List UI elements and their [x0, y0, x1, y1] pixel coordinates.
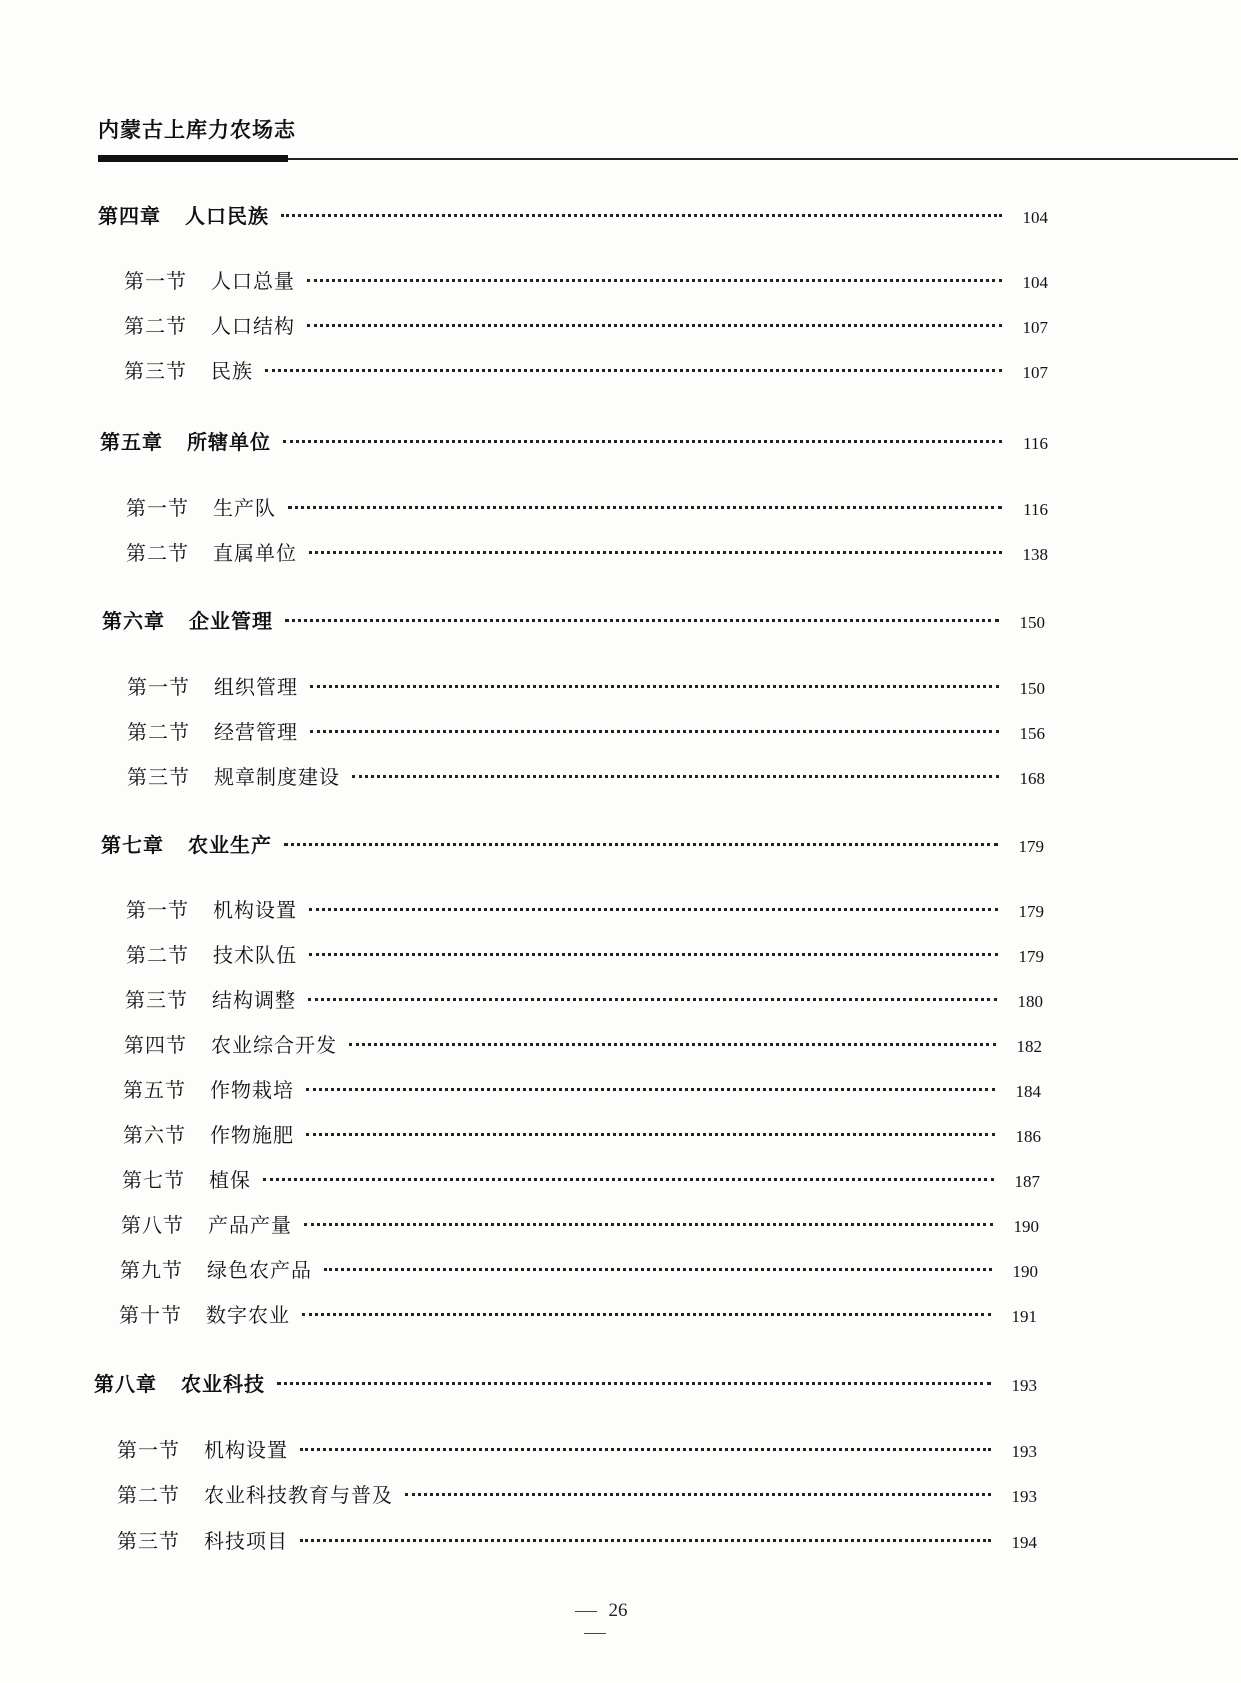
section-title: 经营管理 — [214, 720, 298, 744]
section-title: 技术队伍 — [213, 943, 297, 967]
page-number: 191 — [1011, 1307, 1037, 1326]
chapter-number: 第五章 — [100, 430, 163, 454]
dot-leader — [310, 685, 999, 688]
dot-leader — [306, 1133, 995, 1136]
page-footer — [540, 1600, 650, 1644]
toc-section-row[interactable] — [124, 1029, 1042, 1058]
toc-chapter-row[interactable] — [102, 605, 1045, 634]
dot-leader — [309, 551, 1002, 554]
toc-section-row[interactable] — [120, 1254, 1038, 1283]
toc-chapter-row[interactable] — [101, 829, 1044, 858]
toc-section-row[interactable] — [121, 1209, 1039, 1238]
section-number: 第三节 — [125, 988, 188, 1012]
toc-section-row[interactable] — [127, 716, 1045, 745]
dot-leader — [277, 1382, 991, 1385]
dot-leader — [288, 506, 1002, 509]
page-number: 190 — [1013, 1217, 1039, 1236]
dot-leader — [309, 953, 998, 956]
toc-section-row[interactable] — [124, 310, 1048, 339]
section-number: 第六节 — [123, 1123, 186, 1147]
section-number: 第十节 — [119, 1303, 182, 1327]
footer-dash-right — [584, 1633, 606, 1634]
dot-leader — [300, 1448, 991, 1451]
page-number: 107 — [1022, 318, 1048, 337]
toc-section-row[interactable] — [123, 1074, 1041, 1103]
chapter-number: 第六章 — [102, 609, 165, 633]
dot-leader — [281, 214, 1002, 217]
page-number: 193 — [1011, 1376, 1037, 1395]
section-title: 农业科技教育与普及 — [204, 1483, 393, 1507]
section-number: 第二节 — [126, 541, 189, 565]
page-number: 184 — [1015, 1082, 1041, 1101]
section-number: 第二节 — [126, 943, 189, 967]
chapter-title: 农业科技 — [181, 1372, 265, 1396]
section-title: 民族 — [211, 359, 253, 383]
section-title: 机构设置 — [204, 1438, 288, 1462]
page-number: 180 — [1017, 992, 1043, 1011]
section-title: 作物施肥 — [210, 1123, 294, 1147]
dot-leader — [265, 369, 1002, 372]
section-number: 第二节 — [117, 1483, 180, 1507]
section-title: 规章制度建设 — [214, 765, 340, 789]
section-number: 第四节 — [124, 1033, 187, 1057]
section-title: 作物栽培 — [210, 1078, 294, 1102]
page-number: 150 — [1019, 613, 1045, 632]
section-number: 第一节 — [126, 898, 189, 922]
toc-section-row[interactable] — [119, 1299, 1037, 1328]
chapter-title: 农业生产 — [188, 833, 272, 857]
toc-section-row[interactable] — [117, 1525, 1037, 1554]
chapter-number: 第四章 — [98, 204, 161, 228]
dot-leader — [283, 440, 1002, 443]
page-number: 182 — [1016, 1037, 1042, 1056]
dot-leader — [306, 1088, 995, 1091]
section-title: 农业综合开发 — [211, 1033, 337, 1057]
toc-section-row[interactable] — [127, 671, 1045, 700]
toc-section-row[interactable] — [122, 1164, 1040, 1193]
dot-leader — [352, 775, 999, 778]
page-number: 138 — [1022, 545, 1048, 564]
dot-leader — [324, 1268, 992, 1271]
section-number: 第一节 — [117, 1438, 180, 1462]
section-title: 植保 — [209, 1168, 251, 1192]
page-number: 104 — [1022, 208, 1048, 227]
dot-leader — [310, 730, 999, 733]
page-number: 179 — [1018, 902, 1044, 921]
dot-leader — [285, 619, 999, 622]
section-title: 数字农业 — [206, 1303, 290, 1327]
section-number: 第三节 — [117, 1529, 180, 1553]
section-number: 第一节 — [126, 496, 189, 520]
toc-section-row[interactable] — [125, 984, 1043, 1013]
section-number: 第一节 — [127, 675, 190, 699]
toc-section-row[interactable] — [126, 939, 1044, 968]
section-title: 人口总量 — [211, 269, 295, 293]
chapter-title: 人口民族 — [185, 204, 269, 228]
section-title: 产品产量 — [208, 1213, 292, 1237]
toc-chapter-row[interactable] — [94, 1368, 1037, 1397]
page-number: 179 — [1018, 947, 1044, 966]
dot-leader — [300, 1539, 991, 1542]
section-title: 生产队 — [213, 496, 276, 520]
page-number: 193 — [1011, 1442, 1037, 1461]
footer-page-number: 26 — [608, 1600, 628, 1621]
page-number: 156 — [1019, 724, 1045, 743]
dot-leader — [349, 1043, 996, 1046]
section-number: 第一节 — [124, 269, 187, 293]
dot-leader — [309, 908, 998, 911]
section-number: 第二节 — [124, 314, 187, 338]
footer-dash-left — [575, 1611, 597, 1612]
section-number: 第八节 — [121, 1213, 184, 1237]
section-title: 直属单位 — [213, 541, 297, 565]
toc-section-row[interactable] — [126, 537, 1048, 566]
page-number: 186 — [1015, 1127, 1041, 1146]
chapter-title: 企业管理 — [189, 609, 273, 633]
toc-section-row[interactable] — [117, 1434, 1037, 1463]
chapter-number: 第八章 — [94, 1372, 157, 1396]
page-number: 150 — [1019, 679, 1045, 698]
chapter-number: 第七章 — [101, 833, 164, 857]
toc-section-row[interactable] — [126, 894, 1044, 923]
chapter-title: 所辖单位 — [187, 430, 271, 454]
toc-section-row[interactable] — [124, 355, 1048, 384]
header-rule-thin — [288, 158, 1238, 160]
page-number: 107 — [1022, 363, 1048, 382]
toc-section-row[interactable] — [117, 1479, 1037, 1508]
section-number: 第二节 — [127, 720, 190, 744]
dot-leader — [284, 843, 998, 846]
section-number: 第三节 — [127, 765, 190, 789]
page-number: 116 — [1023, 500, 1048, 519]
dot-leader — [307, 279, 1002, 282]
page-number: 116 — [1023, 434, 1048, 453]
toc-chapter-row[interactable] — [100, 426, 1048, 455]
section-number: 第九节 — [120, 1258, 183, 1282]
section-title: 结构调整 — [212, 988, 296, 1012]
section-title: 科技项目 — [204, 1529, 288, 1553]
dot-leader — [307, 324, 1002, 327]
dot-leader — [263, 1178, 994, 1181]
page-number: 187 — [1014, 1172, 1040, 1191]
section-number: 第七节 — [122, 1168, 185, 1192]
toc-section-row[interactable] — [126, 492, 1048, 521]
page-number: 104 — [1022, 273, 1048, 292]
running-head-title: 内蒙古上库力农场志 — [98, 118, 296, 142]
page-number: 194 — [1011, 1533, 1037, 1552]
section-title: 机构设置 — [213, 898, 297, 922]
page-number: 190 — [1012, 1262, 1038, 1281]
section-title: 人口结构 — [211, 314, 295, 338]
section-number: 第三节 — [124, 359, 187, 383]
toc-section-row[interactable] — [124, 265, 1048, 294]
section-title: 绿色农产品 — [207, 1258, 312, 1282]
section-title: 组织管理 — [214, 675, 298, 699]
dot-leader — [302, 1313, 991, 1316]
dot-leader — [304, 1223, 993, 1226]
section-number: 第五节 — [123, 1078, 186, 1102]
toc-section-row[interactable] — [127, 761, 1045, 790]
header-rule-thick — [98, 155, 288, 162]
page-number: 168 — [1019, 769, 1045, 788]
dot-leader — [308, 998, 997, 1001]
page-number: 179 — [1018, 837, 1044, 856]
toc-chapter-row[interactable] — [98, 200, 1048, 229]
dot-leader — [405, 1493, 991, 1496]
page-number: 193 — [1011, 1487, 1037, 1506]
toc-section-row[interactable] — [123, 1119, 1041, 1148]
